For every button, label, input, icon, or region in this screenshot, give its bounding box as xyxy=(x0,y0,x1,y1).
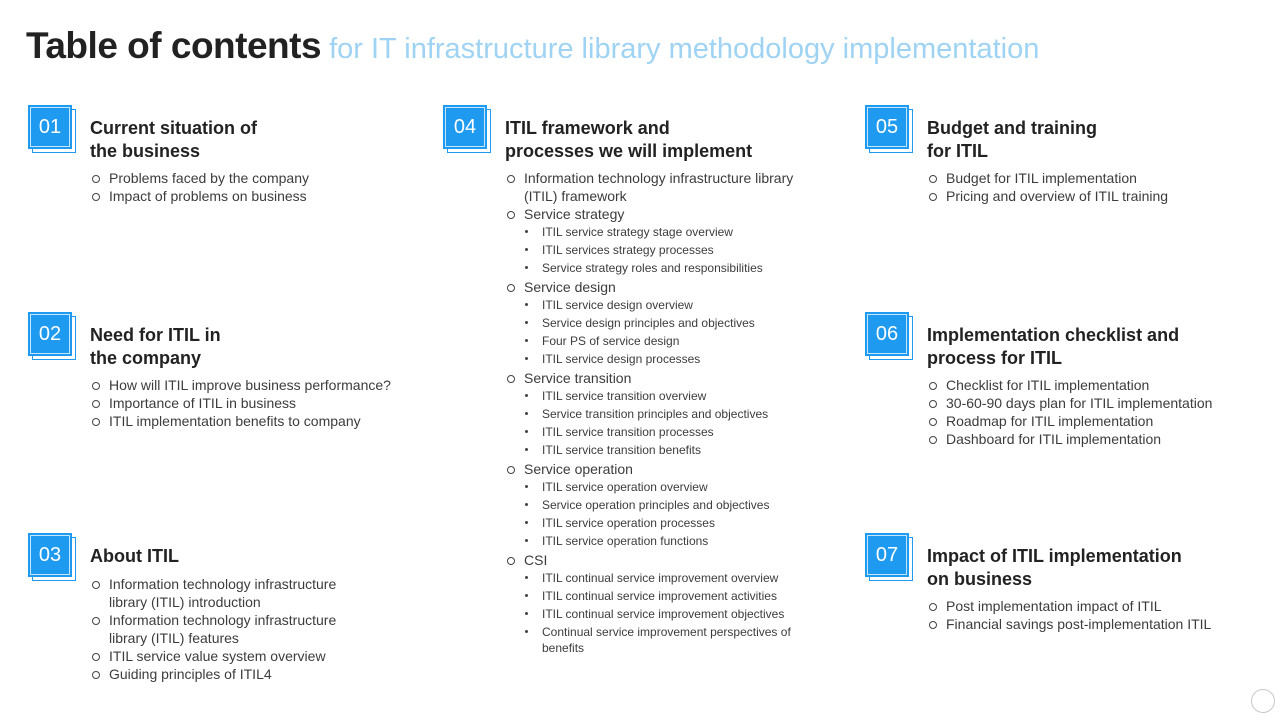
sub-list-item: ITIL service transition benefits xyxy=(505,442,793,458)
list-item: 30-60-90 days plan for ITIL implementation xyxy=(927,394,1212,412)
list-item: Importance of ITIL in business xyxy=(90,394,391,412)
list-item: Pricing and overview of ITIL training xyxy=(927,187,1168,205)
sub-list-item: Service transition principles and objectives xyxy=(505,406,793,422)
sub-list-item: ITIL service operation overview xyxy=(505,479,793,495)
sub-list-item: ITIL continual service improvement activities xyxy=(505,588,793,604)
list-item: Service transition xyxy=(505,369,793,387)
sub-list-item: ITIL service operation processes xyxy=(505,515,793,531)
section-items xyxy=(90,169,309,205)
list-item: CSI xyxy=(505,551,793,569)
section-number-badge: 06 xyxy=(865,312,909,356)
section-title: ITIL framework and processes we will implement xyxy=(505,118,753,161)
section-title: Current situation of the business xyxy=(90,118,257,161)
corner-circle-icon xyxy=(1251,689,1275,713)
sub-list-item: Service design principles and objectives xyxy=(505,315,793,331)
section-number-badge: 01 xyxy=(28,105,72,149)
list-item: Problems faced by the company xyxy=(90,169,309,187)
page-title xyxy=(26,24,1039,76)
list-item: Information technology infrastructure library (ITIL) framework xyxy=(505,169,793,205)
title-subtitle: for IT infrastructure library methodology implementation xyxy=(329,33,1040,65)
section-items xyxy=(505,169,793,658)
list-item: Dashboard for ITIL implementation xyxy=(927,430,1212,448)
sub-list-item: ITIL continual service improvement overview xyxy=(505,570,793,586)
section-items xyxy=(927,597,1211,633)
sub-list-item: ITIL service operation functions xyxy=(505,533,793,549)
sub-list-item: ITIL services strategy processes xyxy=(505,242,793,258)
section-items xyxy=(90,376,391,430)
title-main: Table of contents xyxy=(26,25,322,66)
section-number-badge: 07 xyxy=(865,533,909,577)
section-items xyxy=(90,575,336,683)
sub-list-item: ITIL service strategy stage overview xyxy=(505,224,793,240)
list-item: Service operation xyxy=(505,460,793,478)
sub-list-item: ITIL service transition overview xyxy=(505,388,793,404)
sub-list-item: Service operation principles and objectives xyxy=(505,497,793,513)
list-item: Checklist for ITIL implementation xyxy=(927,376,1212,394)
section-number-badge: 04 xyxy=(443,105,487,149)
section-number-badge: 02 xyxy=(28,312,72,356)
list-item: Information technology infrastructure library (ITIL) introduction xyxy=(90,575,336,611)
list-item: ITIL service value system overview xyxy=(90,647,336,665)
list-item: Service design xyxy=(505,278,793,296)
sub-list-item: Four PS of service design xyxy=(505,333,793,349)
list-item: Roadmap for ITIL implementation xyxy=(927,412,1212,430)
sub-list-item: ITIL service design overview xyxy=(505,297,793,313)
sub-list-item: Continual service improvement perspectives of benefits xyxy=(505,624,793,656)
section-title: Need for ITIL in the company xyxy=(90,325,221,368)
sub-list-item: Service strategy roles and responsibilities xyxy=(505,260,793,276)
list-item: How will ITIL improve business performance? xyxy=(90,376,391,394)
list-item: Service strategy xyxy=(505,205,793,223)
section-number-badge: 03 xyxy=(28,533,72,577)
section-items xyxy=(927,169,1168,205)
section-title: Impact of ITIL implementation on business xyxy=(927,546,1182,589)
list-item: Budget for ITIL implementation xyxy=(927,169,1168,187)
section-items xyxy=(927,376,1212,448)
list-item: Impact of problems on business xyxy=(90,187,309,205)
sub-list-item: ITIL continual service improvement objectives xyxy=(505,606,793,622)
section-title: Implementation checklist and process for ITIL xyxy=(927,325,1180,368)
list-item: ITIL implementation benefits to company xyxy=(90,412,391,430)
list-item: Guiding principles of ITIL4 xyxy=(90,665,336,683)
list-item: Financial savings post-implementation ITIL xyxy=(927,615,1211,633)
section-title: Budget and training for ITIL xyxy=(927,118,1097,161)
list-item: Information technology infrastructure library (ITIL) features xyxy=(90,611,336,647)
section-title: About ITIL xyxy=(90,546,179,566)
section-number-badge: 05 xyxy=(865,105,909,149)
list-item: Post implementation impact of ITIL xyxy=(927,597,1211,615)
sub-list-item: ITIL service design processes xyxy=(505,351,793,367)
sub-list-item: ITIL service transition processes xyxy=(505,424,793,440)
